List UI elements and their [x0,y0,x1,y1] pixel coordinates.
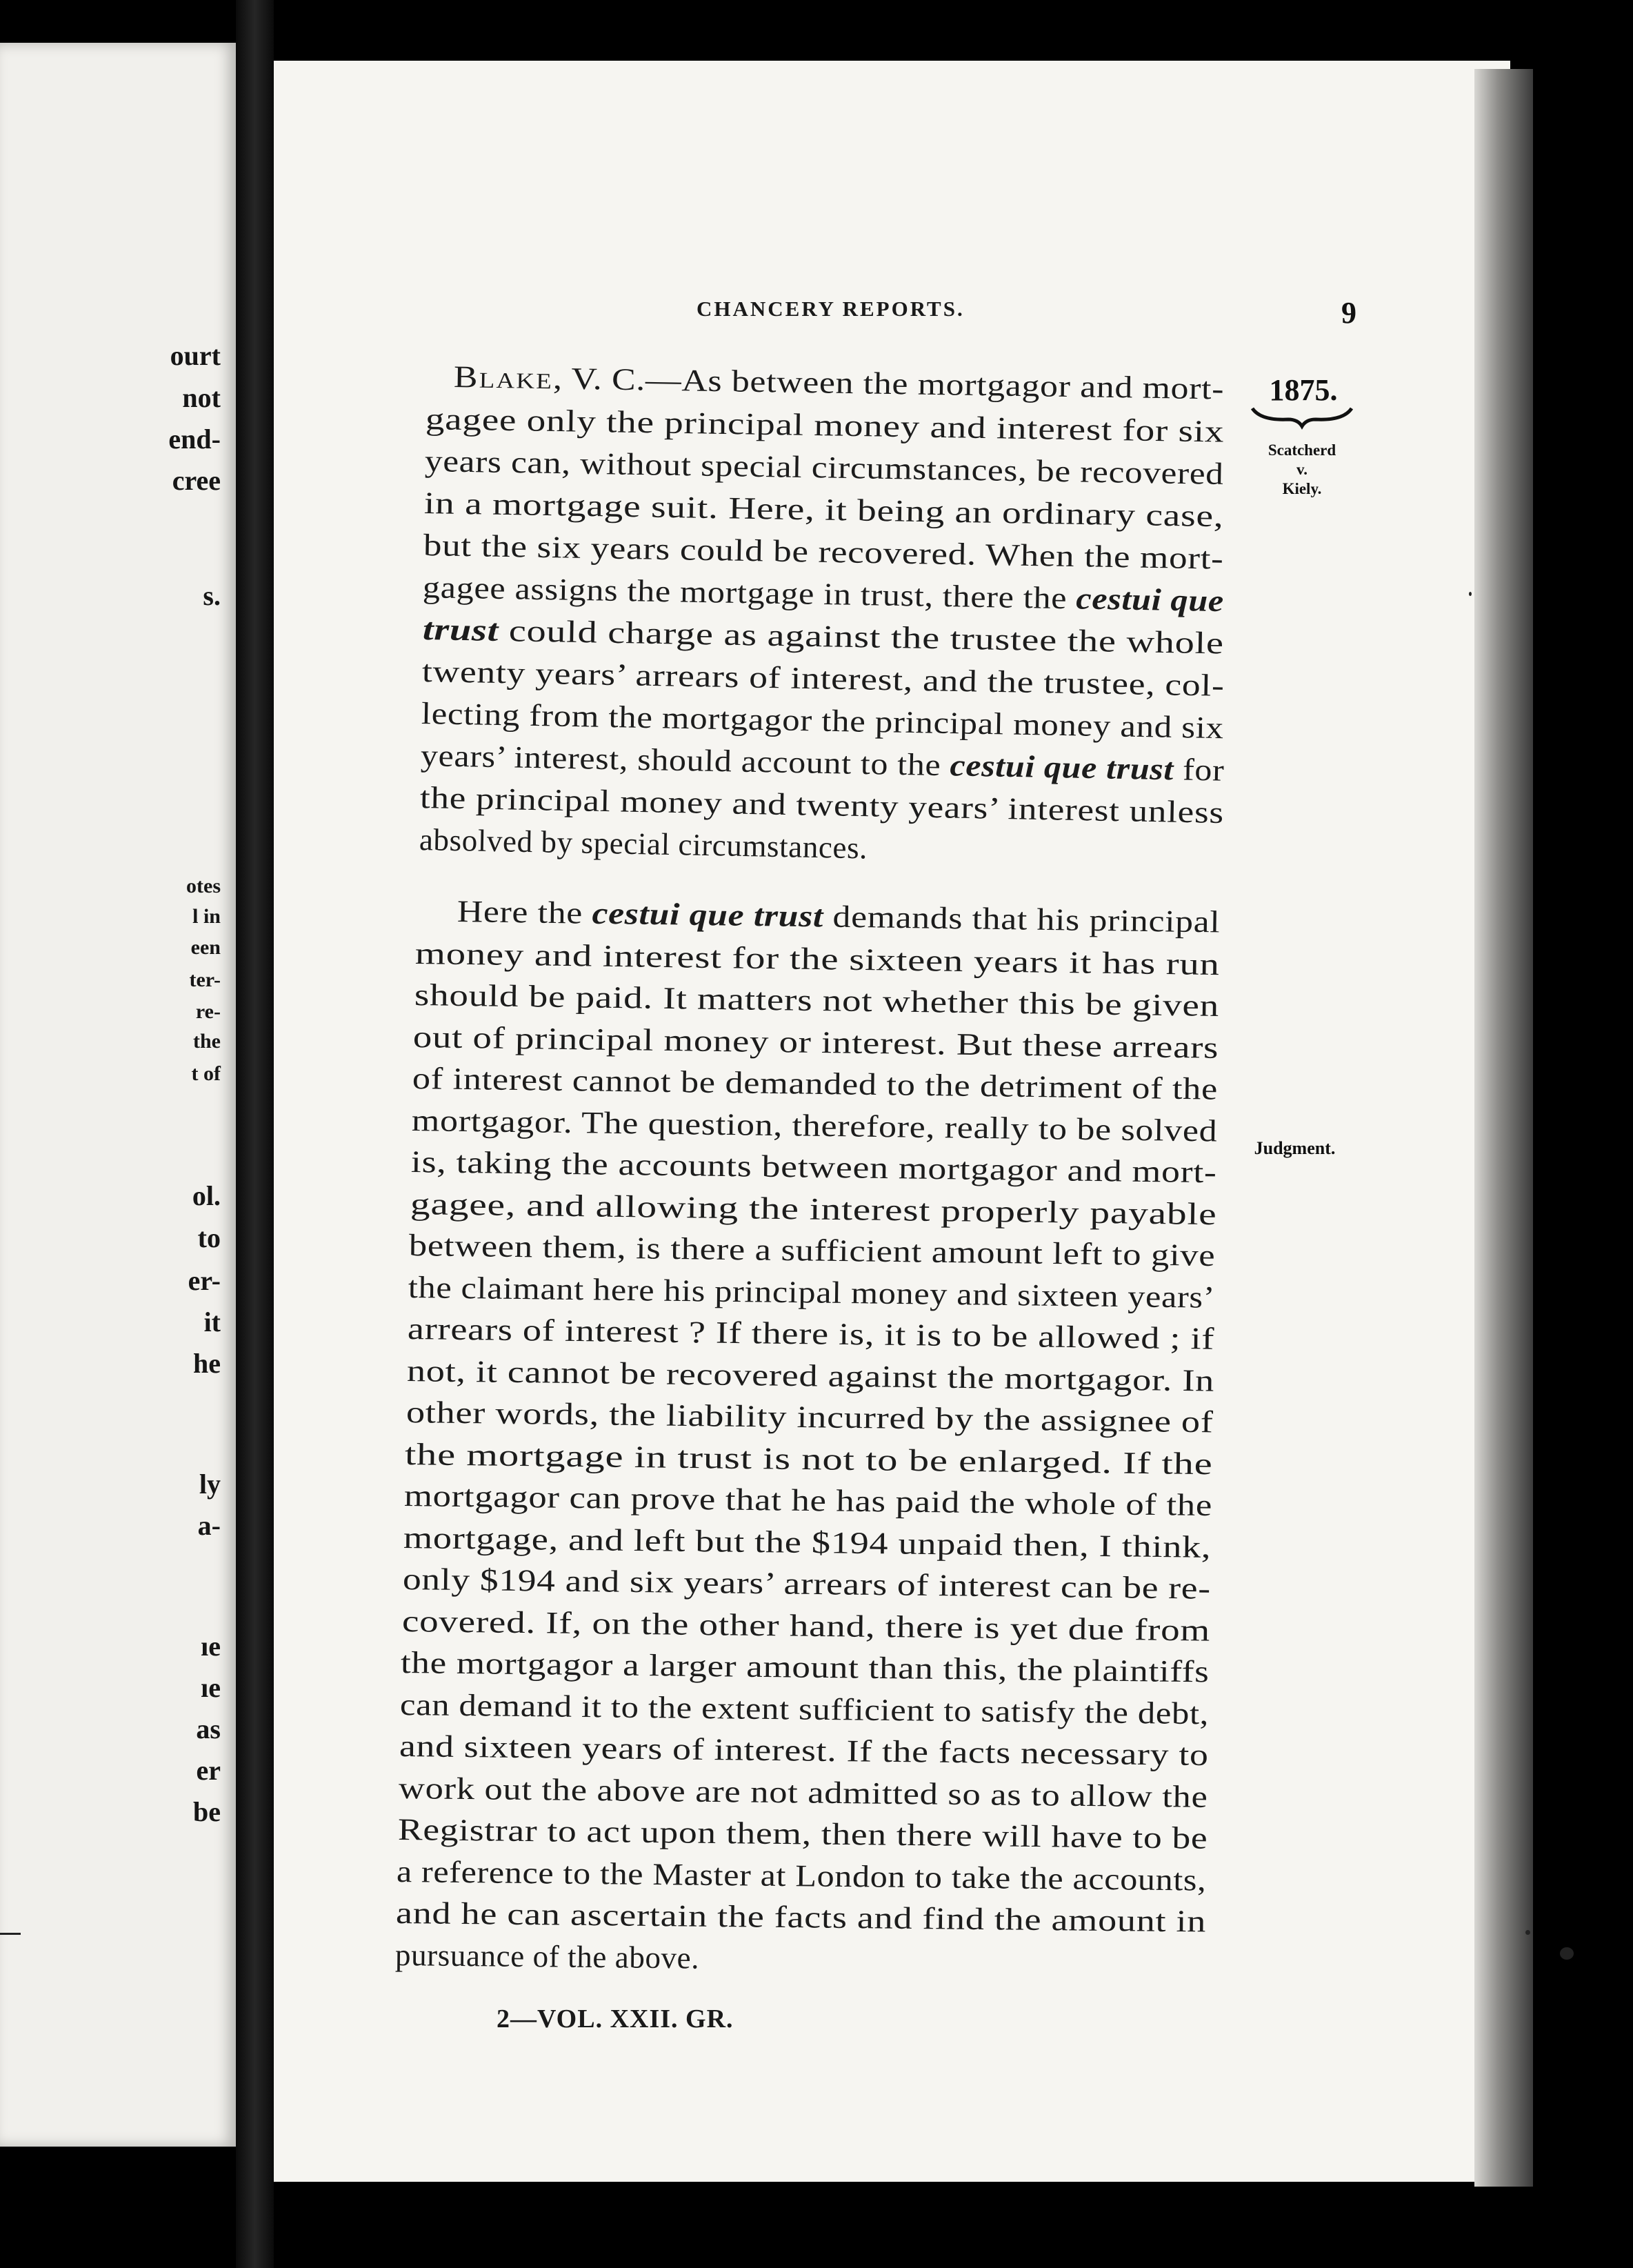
margin-case-party1: Scatcherd [1268,441,1336,459]
italic-phrase: cestui que trust [592,895,824,934]
text-run: money and interest for the sixteen years it has run [414,935,1220,982]
page-edge-shadow [1474,69,1533,2187]
previous-page-fragment: a- [197,1510,221,1541]
margin-judgment: Judgment. [1254,1138,1336,1158]
text-run: demands that his principal [823,899,1221,939]
previous-page-fragment: the [193,1030,221,1053]
text-run: mortgagor can prove that he has paid the whole of the [403,1478,1213,1523]
previous-page-fragment: ol. [192,1180,221,1211]
text-run: in a mortgage suit. Here, it being an ordinary case, [423,486,1225,534]
previous-page-fragment: er [196,1755,221,1786]
italic-phrase: trust [422,612,499,648]
text-run: other words, the liability incurred by the assignee of [405,1395,1214,1440]
previous-page-fragment: l in [192,905,221,928]
text-run: between them, is there a sufficient amount left to give [409,1228,1216,1273]
previous-page-fragment: ıe [201,1631,221,1662]
previous-page-fragment: ly [199,1469,221,1500]
text-run: for [1173,752,1225,788]
previous-page-fragment: een [190,936,221,959]
text-run: arrears of interest ? If there is, it is to be allowed ; if [407,1311,1215,1356]
previous-page-fragment: ter- [189,968,221,991]
previous-page-fragment: it [203,1306,221,1337]
scan-speck [1560,1947,1574,1960]
previous-page-fragment: s. [203,580,221,611]
previous-page-rule [0,1933,21,1935]
page-number: 9 [1341,296,1356,330]
text-run: only $194 and six years’ arrears of interest can be re- [402,1562,1211,1606]
text-run: gagee assigns the mortgage in trust, there the [423,570,1077,616]
text-run: can demand it to the extent sufficient to satisfy the debt, [399,1687,1210,1731]
text-run: and he can ascertain the facts and find the amount in [395,1896,1207,1939]
margin-year: 1875. [1269,373,1338,407]
scan-speck [1525,1930,1530,1935]
text-run: the principal money and twenty years’ interest unless [419,780,1225,830]
text-run: years’ interest, should account to the [420,738,950,783]
margin-case-party2: Kiely. [1282,480,1322,497]
text-run: not, it cannot be recovered against the mortgagor. In [406,1353,1215,1398]
judge-name: Blake [453,359,554,396]
previous-page-fragment: otes [186,875,221,897]
previous-page-fragment: er- [188,1265,221,1296]
previous-page-fragment: as [196,1713,221,1744]
text-run: and sixteen years of interest. If the facts necessary to [399,1729,1209,1773]
text-run: could charge as against the trustee the whole [498,613,1224,661]
brace-icon [1247,403,1357,430]
text-run: absolved by special circumstances. [419,822,868,866]
previous-page-fragment: he [193,1348,221,1379]
text-run: years can, without special circumstances, be recovered [424,444,1225,491]
text-run: the claimant here his principal money and sixteen years’ [408,1269,1216,1315]
running-header: CHANCERY REPORTS. [697,297,965,321]
signature-mark: 2—VOL. XXII. GR. [497,2005,734,2033]
previous-page-fragment: re- [195,1000,221,1023]
scan-speck [1469,592,1472,596]
text-run: gagee, and allowing the interest properly payable [410,1186,1217,1231]
text-run: gagee only the principal money and interest for six [425,401,1225,449]
previous-page-fragment: t of [191,1062,221,1085]
text-run: mortgage, and left but the $194 unpaid then, I think, [403,1520,1212,1564]
italic-phrase: cestui que [1076,581,1225,619]
italic-phrase: cestui que trust [949,748,1174,787]
text-run: a reference to the Master at London to take the accounts, [397,1853,1207,1898]
text-line [395,1937,700,1976]
text-run: work out the above are not admitted so as to allow the [398,1770,1208,1814]
text-run: but the six years could be recovered. When the mort- [423,528,1225,576]
previous-page-fragment: ourt [170,340,221,371]
text-run: of interest cannot be demanded to the detriment of the [412,1061,1219,1106]
text-run: covered. If, on the other hand, there is yet due from [401,1603,1210,1648]
text-run: Registrar to act upon them, then there will have to be [397,1812,1208,1856]
text-run: twenty years’ arrears of interest, and the trustee, col- [421,654,1225,703]
text-run: out of principal money or interest. But these arrears [413,1019,1219,1065]
previous-page-fragment: end- [168,424,221,455]
previous-page-edge [0,43,236,2147]
previous-page-fragment: be [193,1796,221,1827]
text-run: should be paid. It matters not whether this be given [414,977,1219,1023]
book-gutter [236,0,274,2268]
previous-page-fragment: ıe [201,1672,221,1703]
previous-page-fragment: cree [172,465,221,496]
text-run: Here the [457,894,592,931]
text-run: pursuance of the above. [394,1937,700,1976]
previous-page-fragment: to [197,1222,221,1253]
margin-brace [1247,403,1357,430]
text-run: lecting from the mortgagor the principal money and six [421,696,1224,746]
text-run: mortgagor. The question, therefore, really to be solved [411,1102,1218,1148]
text-run: the mortgage in trust is not to be enlarged. If the [405,1436,1214,1481]
text-run: the mortgagor a larger amount than this, the plaintiffs [401,1645,1210,1689]
previous-page-fragment: not [182,382,221,413]
text-run: is, taking the accounts between mortgagor and mort- [410,1144,1217,1190]
margin-case-versus: v. [1296,461,1308,478]
text-run: , V. C.—As between the mortgagor and mort- [552,361,1225,406]
